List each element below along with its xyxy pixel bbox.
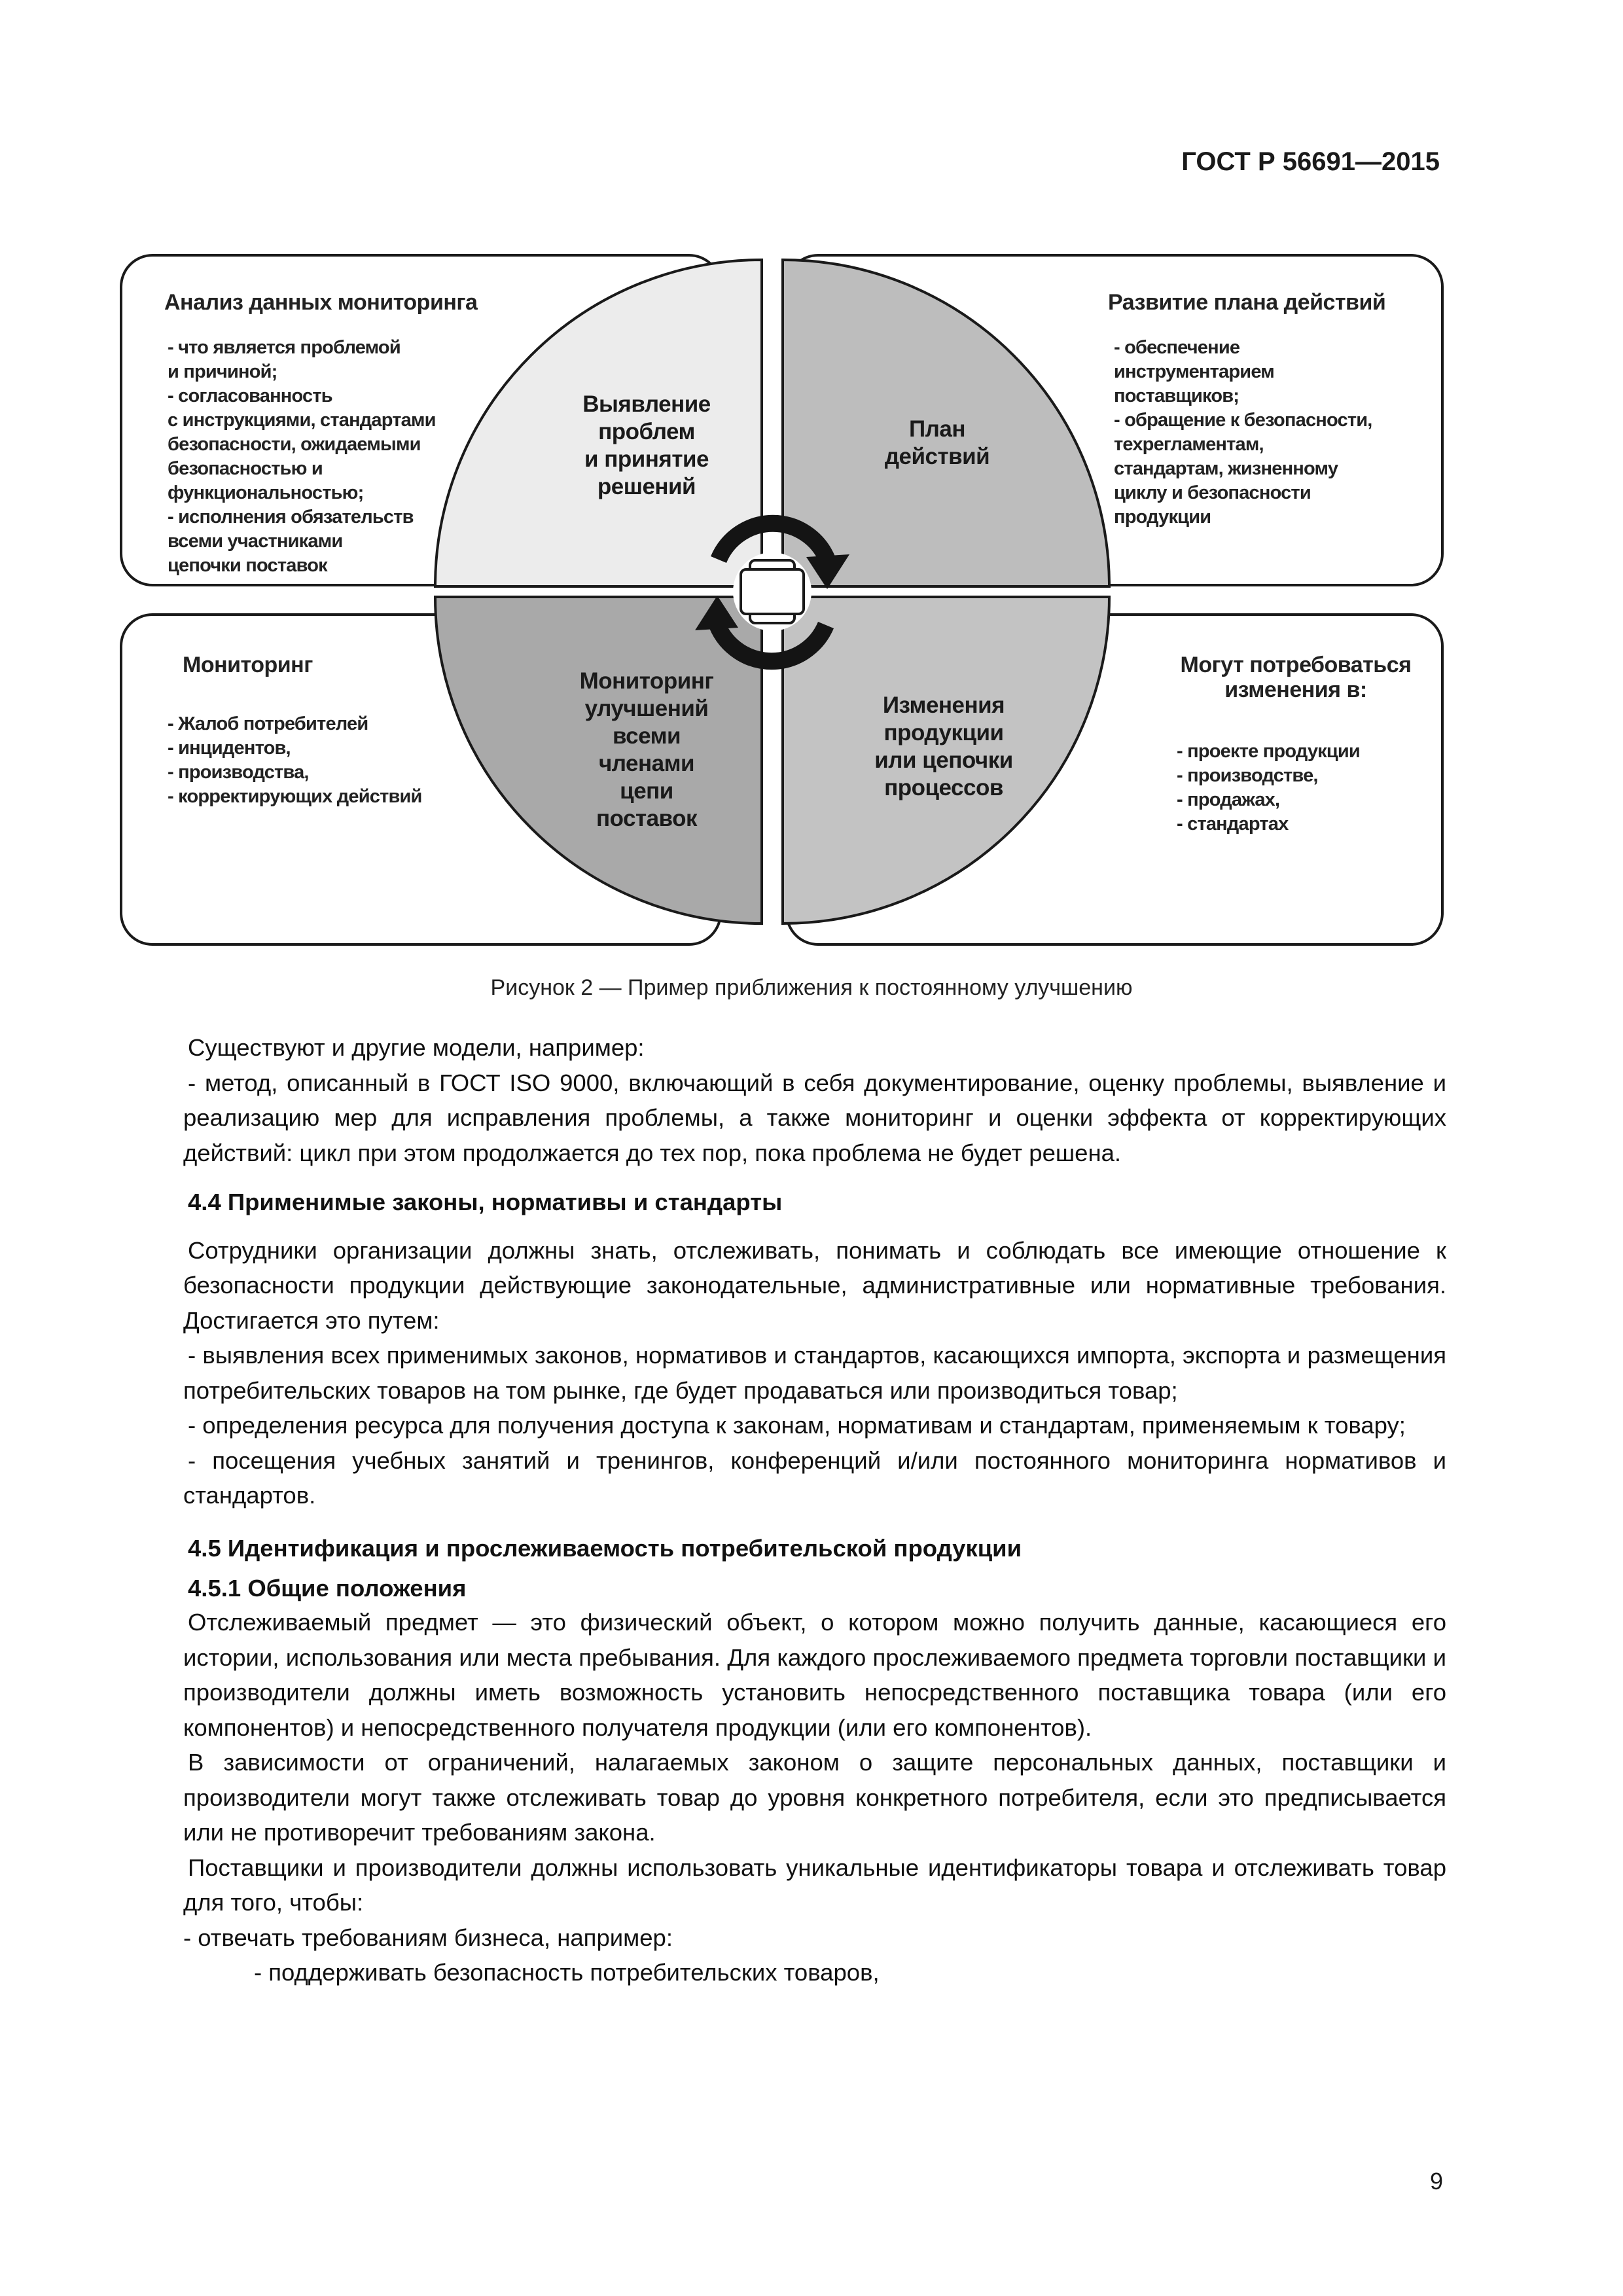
list-item: функциональностью;: [168, 482, 364, 503]
list-item: - исполнения обязательств: [168, 507, 414, 528]
list-item: - поддерживать безопасность потребительских товаров,: [254, 1959, 880, 1986]
list-item: и причиной;: [168, 361, 277, 382]
label-line: цепи: [620, 778, 673, 804]
label-line: улучшений: [584, 696, 709, 721]
list-item: - согласованность: [168, 386, 332, 406]
list-item: - обеспечение: [1114, 337, 1240, 358]
list-item: - что является проблемой: [168, 337, 401, 358]
list-item: - инцидентов,: [168, 738, 291, 759]
list-item: - производства,: [168, 762, 309, 783]
list-item: - производстве,: [1177, 765, 1318, 786]
list-item: продукции: [1114, 507, 1211, 528]
paragraph: - выявления всех применимых законов, нормативов и стандартов, касающихся импорта, экспорта и размещения потребительских товаров на том рынке, где будет продаваться или производиться товар;: [183, 1342, 1446, 1404]
paragraph: Сотрудники организации должны знать, отслеживать, понимать и соблюдать все имеющие отношение к безопасности продукции действующие законодательные, административные или нормативные требования. Достигается это путем:: [183, 1236, 1446, 1334]
list-item: поставщиков;: [1114, 386, 1240, 406]
action-plan-title: Развитие плана действий: [1108, 290, 1386, 315]
quadrant-label-action-plan: [846, 416, 1029, 471]
list-item: - корректирующих действий: [168, 786, 422, 807]
page-number: 9: [1429, 2168, 1443, 2195]
section-heading-4-5: 4.5 Идентификация и прослеживаемость потребительской продукции: [188, 1534, 1022, 1562]
required-changes-title-line1: Могут потребоваться: [1180, 653, 1412, 677]
cycle-circle: [118, 252, 1446, 946]
list-item: техрегламентам,: [1114, 434, 1264, 455]
list-item: безопасностью и: [168, 458, 323, 479]
list-item: - Жалоб потребителей: [168, 713, 368, 734]
section-heading-4-4: 4.4 Применимые законы, нормативы и стандарты: [188, 1189, 783, 1215]
list-item: инструментарием: [1114, 361, 1274, 382]
label-line: продукции: [883, 720, 1004, 745]
section-heading-4-5-1: 4.5.1 Общие положения: [188, 1575, 467, 1602]
label-line: решений: [597, 474, 696, 499]
list-item: - обращение к безопасности,: [1114, 410, 1372, 431]
improvement-cycle-figure: [118, 252, 1446, 946]
required-changes-title-line2: изменения в:: [1224, 677, 1367, 702]
label-line: действий: [884, 444, 990, 469]
monitoring-analysis-title: Анализ данных мониторинга: [164, 290, 478, 315]
list-item: - стандартах: [1177, 814, 1289, 834]
figure-caption: Рисунок 2 — Пример приближения к постоянному улучшению: [490, 975, 1133, 1000]
label-line: План: [909, 416, 965, 442]
label-line: процессов: [884, 775, 1003, 800]
paragraph: В зависимости от ограничений, налагаемых законом о защите персональных данных, поставщики и производители могут также отслеживать товар до уровня конкретного потребителя, если это предписывается или не противоречит требованиям закона.: [183, 1749, 1446, 1846]
list-item: безопасности, ожидаемыми: [168, 434, 421, 455]
quadrant-label-changes: [846, 692, 1042, 802]
paragraph: Поставщики и производители должны использовать уникальные идентификаторы товара и отслеживать товар для того, чтобы:: [183, 1854, 1446, 1916]
label-line: Выявление: [582, 391, 711, 417]
paragraph: - посещения учебных занятий и тренингов, конференций и/или постоянного мониторинга нормативов и стандартов.: [183, 1446, 1446, 1509]
body-text: [183, 1030, 1446, 1990]
label-line: всеми: [612, 723, 681, 749]
label-line: или цепочки: [874, 747, 1013, 773]
label-line: Мониторинг: [579, 668, 714, 694]
list-item: цепочки поставок: [168, 555, 327, 576]
list-item: с инструкциями, стандартами: [168, 410, 436, 431]
paragraph: Отслеживаемый предмет — это физический объект, о котором можно получить данные, касающиеся его истории, использования или места пребывания. Для каждого прослеживаемого предмета торговли поставщики и производители должны иметь возможность установить непосредственного поставщика товара (или его компонентов) и непосредственного получателя продукции (или его компонентов).: [183, 1609, 1446, 1741]
paragraph: - определения ресурса для получения доступа к законам, нормативам и стандартам, применяемым к товару;: [188, 1412, 1406, 1439]
label-line: и принятие: [584, 446, 709, 472]
label-line: членами: [598, 751, 695, 776]
paragraph: - метод, описанный в ГОСТ ISO 9000, включающий в себя документирование, оценку проблемы, выявление и реализацию мер для исправления проблемы, а также мониторинг и оценки эффекта от корректирующих действий: цикл при этом продолжается до тех пор, пока проблема не будет решена.: [183, 1069, 1446, 1166]
list-item: - продажах,: [1177, 789, 1280, 810]
label-line: поставок: [596, 806, 698, 831]
center-hub-mask: [751, 571, 793, 613]
quadrant-label-problem-identification: [555, 391, 738, 501]
monitoring-title: Мониторинг: [183, 653, 313, 677]
quadrant-label-improvement-monitoring: [555, 668, 738, 833]
label-line: Изменения: [882, 692, 1005, 718]
list-item: - проекте продукции: [1177, 741, 1360, 762]
paragraph: Существуют и другие модели, например:: [188, 1034, 645, 1061]
list-item: циклу и безопасности: [1114, 482, 1311, 503]
list-item: всеми участниками: [168, 531, 343, 552]
list-item: стандартам, жизненному: [1114, 458, 1338, 479]
list-item: - отвечать требованиям бизнеса, например:: [183, 1924, 673, 1951]
label-line: проблем: [598, 419, 695, 444]
document-code: ГОСТ Р 56691—2015: [1181, 147, 1440, 176]
